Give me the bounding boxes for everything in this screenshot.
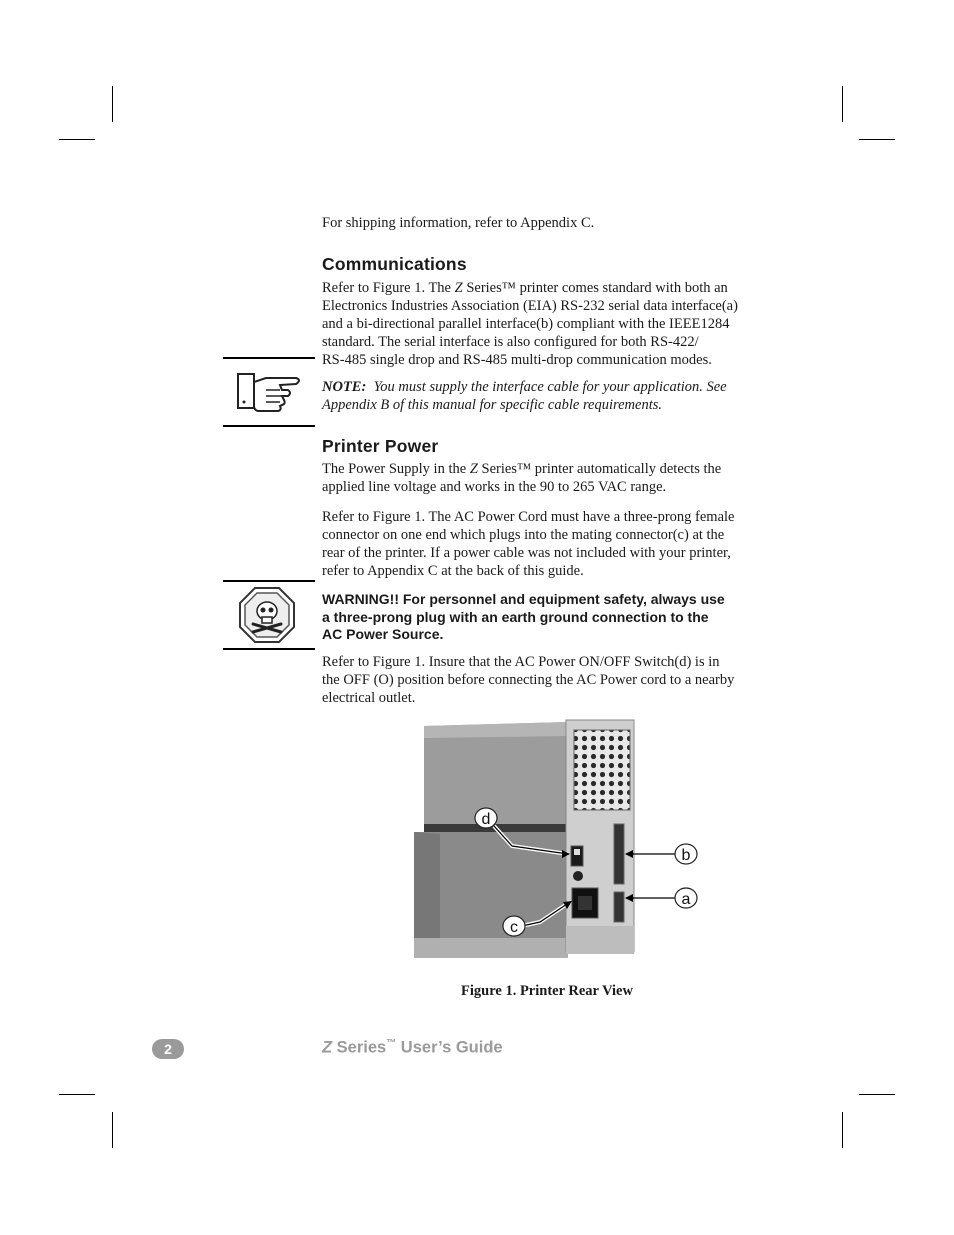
figure-caption: Figure 1. Printer Rear View: [461, 983, 633, 999]
callout-a: a: [681, 891, 691, 908]
pointing-hand-icon: [236, 368, 306, 414]
printer-power-heading: Printer Power: [322, 436, 439, 456]
note-text: NOTE: You must supply the interface cable for your application. See Appendix B of this manual for specific cable requirements.: [322, 379, 727, 413]
power-paragraph-3: Refer to Figure 1. Insure that the AC Power ON/OFF Switch(d) is in the OFF (O) position before connecting the AC Power cord to a nearby electrical outlet.: [322, 654, 735, 706]
note-rule-top: [223, 357, 315, 359]
callout-b: b: [681, 847, 691, 864]
note-rule-bottom: [223, 425, 315, 427]
crop-mark: [842, 86, 843, 122]
crop-mark: [59, 139, 95, 140]
crop-mark: [859, 1094, 895, 1095]
communications-paragraph: Refer to Figure 1. The Z Series™ printer comes standard with both an Electronics Industries Association (EIA) RS-232 serial data interface(a) and a bi-directional parallel interface(b) compliant with the IEEE1284 standard. The serial interface is also configured for both RS-422/ RS-485 single drop and RS-485 multi-drop communication modes.: [322, 280, 738, 368]
skull-crossbones-icon: [238, 586, 296, 644]
callout-d: d: [481, 811, 491, 828]
warning-rule-bottom: [223, 648, 315, 650]
footer-title: Z Series™ User’s Guide: [322, 1038, 503, 1057]
crop-mark: [59, 1094, 95, 1095]
power-paragraph-2: Refer to Figure 1. The AC Power Cord must have a three-prong female connector on one end which plugs into the mating connector(c) at the rear of the printer. If a power cable was not included with your printer, refer to Appendix C at the back of this guide.: [322, 509, 735, 579]
page-number: 2: [152, 1039, 184, 1059]
crop-mark: [112, 86, 113, 122]
communications-heading: Communications: [322, 254, 467, 274]
crop-mark: [859, 139, 895, 140]
printer-rear-view-figure: [400, 716, 710, 978]
crop-mark: [112, 1112, 113, 1148]
warning-rule-top: [223, 580, 315, 582]
shipping-text: For shipping information, refer to Appendix C.: [322, 215, 595, 231]
callout-c: c: [510, 919, 518, 936]
crop-mark: [842, 1112, 843, 1148]
warning-text: WARNING!! For personnel and equipment safety, always use a three-prong plug with an earth ground connection to the AC Power Source.: [322, 591, 725, 642]
power-paragraph-1: The Power Supply in the Z Series™ printer automatically detects the applied line voltage and works in the 90 to 265 VAC range.: [322, 461, 722, 495]
